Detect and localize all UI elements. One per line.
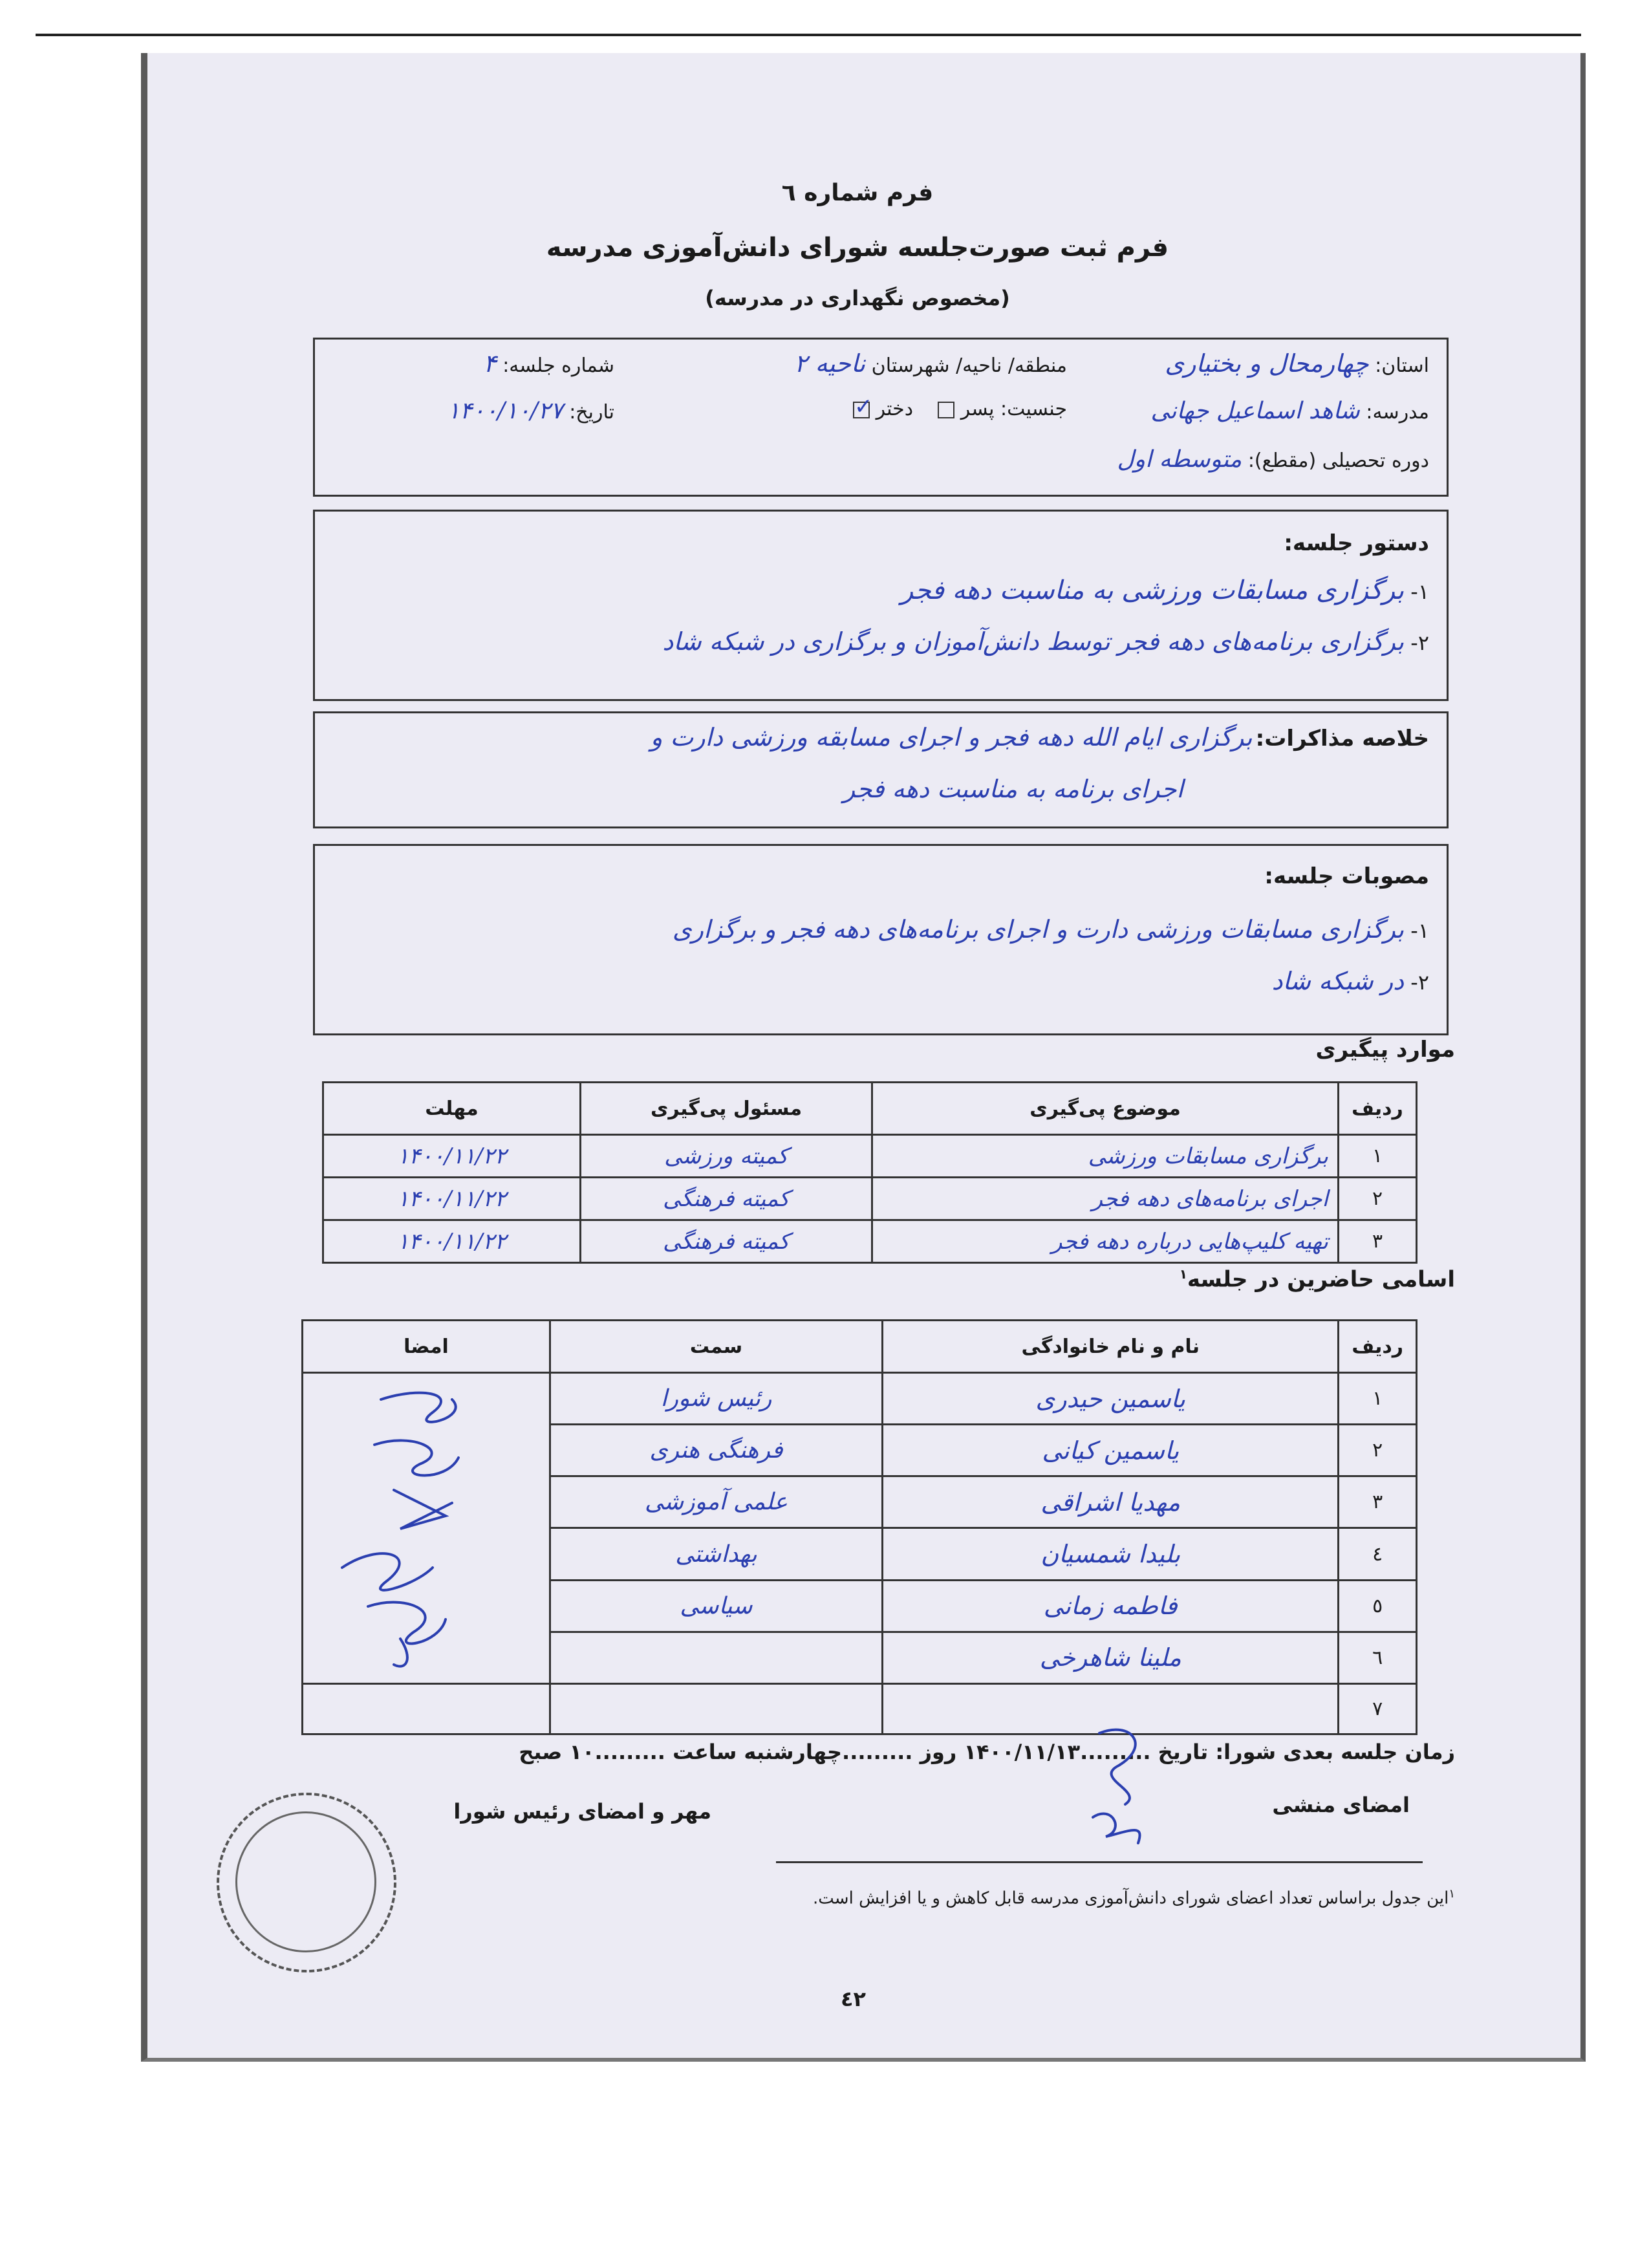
attendees-col-role: سمت <box>550 1321 883 1373</box>
followup-idx: ۱ <box>1339 1135 1417 1178</box>
summary-text-1: برگزاری ایام الله دهه فجر و اجرای مسابقه ورزشی دارت و <box>651 723 1253 751</box>
form-title: فرم ثبت صورت‌جلسه شورای دانش‌آموزی مدرسه <box>546 233 1169 263</box>
attendee-name: یاسمین حیدری <box>883 1373 1339 1425</box>
attendees-label-row <box>1180 1266 1455 1292</box>
region-label: منطقه/ ناحیه/ شهرستان <box>871 354 1067 377</box>
followup-col-idx: ردیف <box>1339 1083 1417 1135</box>
attendee-sign <box>303 1684 550 1734</box>
table-row <box>303 1373 1417 1425</box>
school-stamp <box>217 1793 396 1972</box>
gender-girl-label: دختر <box>876 398 914 420</box>
followup-header-row <box>323 1083 1417 1135</box>
followup-deadline: ۱۴۰۰/۱۱/۲۲ <box>323 1178 581 1220</box>
form-subtitle: (مخصوص نگهداری در مدرسه) <box>705 286 1010 310</box>
date-value: ۱۴۰۰/۱۰/۲۷ <box>447 398 563 424</box>
attendee-role: فرهنگی هنری <box>550 1425 883 1476</box>
header-content <box>336 343 1429 491</box>
secretary-signature <box>1073 1720 1177 1850</box>
province-label: استان: <box>1375 354 1429 377</box>
attendees-col-sign: امضا <box>303 1321 550 1373</box>
resolution-item-2-text: در شبکه شاد <box>1271 967 1405 995</box>
attendee-name: فاطمه زمانی <box>883 1580 1339 1632</box>
attendee-role <box>550 1684 883 1734</box>
attendee-idx: ٦ <box>1339 1632 1417 1683</box>
session-no-row <box>483 349 614 378</box>
school-row <box>1151 398 1429 424</box>
agenda-content <box>336 517 1429 692</box>
scan-top-line <box>36 34 1581 36</box>
level-row <box>1117 446 1429 473</box>
attendee-idx: ٤ <box>1339 1528 1417 1580</box>
agenda-item-1 <box>901 576 1429 605</box>
gender-boy-checkbox[interactable] <box>938 402 954 418</box>
agenda-item-1-num: ١- <box>1410 579 1429 604</box>
footnote-body: این جدول براساس تعداد اعضای شورای دانش‌آموزی مدرسه قابل کاهش و یا افزایش است. <box>813 1888 1449 1908</box>
agenda-label: دستور جلسه: <box>1284 530 1429 556</box>
resolution-item-2-num: ٢- <box>1410 970 1429 995</box>
table-row <box>323 1178 1417 1220</box>
level-label: دوره تحصیلی (مقطع): <box>1247 449 1429 472</box>
gender-label: جنسیت: <box>1000 398 1067 420</box>
attendee-idx: ٧ <box>1339 1684 1417 1734</box>
followup-idx: ۲ <box>1339 1178 1417 1220</box>
attendees-label: اسامی حاضرین در جلسه <box>1187 1266 1455 1293</box>
followup-topic: تهیه کلیپ‌هایی درباره دهه فجر <box>872 1220 1339 1263</box>
followup-owner: کمیته فرهنگی <box>581 1178 872 1220</box>
level-value: متوسطه اول <box>1117 446 1242 473</box>
gender-boy-label: پسر <box>960 398 995 420</box>
followup-owner: کمیته فرهنگی <box>581 1220 872 1263</box>
next-session: زمان جلسه بعدی شورا: تاریخ .........۱۴۰۰/۱۱/۱۳ روز .........چهارشنبه ساعت .........۱۰ صبح <box>519 1740 1455 1764</box>
footnote-mark: ١ <box>1179 1266 1187 1282</box>
attendee-role: بهداشتی <box>550 1528 883 1580</box>
province-value: چهارمحال و بختیاری <box>1165 349 1369 378</box>
attendees-col-idx: ردیف <box>1339 1321 1417 1373</box>
summary-content <box>336 717 1429 820</box>
summary-text-2: اجرای برنامه به مناسبت دهه فجر <box>843 775 1183 803</box>
attendee-name: مهدیا اشراقی <box>883 1476 1339 1528</box>
chair-sign-label: مهر و امضای رئیس شورا <box>453 1799 711 1824</box>
attendee-role <box>550 1632 883 1683</box>
session-no-value: ۴ <box>483 349 497 378</box>
attendee-role: علمی آموزشی <box>550 1476 883 1528</box>
date-label: تاریخ: <box>569 401 614 424</box>
attendee-name: ملینا شاهرخی <box>883 1632 1339 1683</box>
followup-topic: برگزاری مسابقات ورزشی <box>872 1135 1339 1178</box>
school-label: مدرسه: <box>1366 401 1429 424</box>
followup-table <box>322 1081 1417 1264</box>
resolution-item-2 <box>1272 967 1429 995</box>
table-row <box>323 1135 1417 1178</box>
check-mark-icon: ✓ <box>854 393 873 420</box>
gender-row <box>853 393 1067 420</box>
table-row <box>303 1684 1417 1734</box>
signatures-scribble <box>303 1374 549 1678</box>
agenda-item-2 <box>662 627 1429 656</box>
resolutions-content <box>336 850 1429 1025</box>
followup-label: موارد پیگیری <box>1315 1037 1455 1063</box>
followup-col-topic: موضوع پی‌گیری <box>872 1083 1339 1135</box>
attendee-idx: ١ <box>1339 1373 1417 1425</box>
region-value: ناحیه ۲ <box>794 349 866 378</box>
followup-col-deadline: مهلت <box>323 1083 581 1135</box>
attendees-col-name: نام و نام خانوادگی <box>883 1321 1339 1373</box>
followup-topic: اجرای برنامه‌های دهه فجر <box>872 1178 1339 1220</box>
followup-deadline: ۱۴۰۰/۱۱/۲۲ <box>323 1135 581 1178</box>
summary-label: خلاصه مذاکرات: <box>1255 726 1429 751</box>
agenda-item-2-text: برگزاری برنامه‌های دهه فجر توسط دانش‌آموزان و برگزاری در شبکه شاد <box>662 627 1405 656</box>
school-value: شاهد اسماعیل جهانی <box>1150 398 1360 424</box>
resolutions-label: مصوبات جلسه: <box>1264 863 1429 889</box>
date-row <box>447 398 614 424</box>
province-row <box>1165 349 1429 378</box>
followup-idx: ۳ <box>1339 1220 1417 1263</box>
session-no-label: شماره جلسه: <box>502 354 614 377</box>
attendee-role: سیاسی <box>550 1580 883 1632</box>
footnote-ref: ١ <box>1449 1887 1455 1901</box>
footnote-text <box>813 1887 1455 1908</box>
followup-owner: کمیته ورزشی <box>581 1135 872 1178</box>
form-number: فرم شماره ٦ <box>781 180 934 206</box>
summary-line-1 <box>651 723 1429 751</box>
followup-deadline: ۱۴۰۰/۱۱/۲۲ <box>323 1220 581 1263</box>
attendee-idx: ٣ <box>1339 1476 1417 1528</box>
attendee-name: بلیدا شمسیان <box>883 1528 1339 1580</box>
gender-girl-checkbox[interactable] <box>853 393 873 420</box>
footnote-separator <box>776 1861 1423 1863</box>
resolution-item-1-num: ١- <box>1410 918 1429 943</box>
region-row <box>794 349 1067 378</box>
attendees-table <box>301 1319 1417 1735</box>
resolution-item-1 <box>673 915 1429 944</box>
resolution-item-1-text: برگزاری مسابقات ورزشی دارت و اجرای برنامه‌های دهه فجر و برگزاری <box>672 915 1405 944</box>
attendee-role: رئیس شورا <box>550 1373 883 1425</box>
attendee-idx: ٥ <box>1339 1580 1417 1632</box>
agenda-item-1-text: برگزاری مسابقات ورزشی به مناسبت دهه فجر <box>900 576 1405 605</box>
followup-col-owner: مسئول پی‌گیری <box>581 1083 872 1135</box>
secretary-sign-label: امضای منشی <box>1272 1793 1410 1817</box>
table-row <box>323 1220 1417 1263</box>
attendees-header-row <box>303 1321 1417 1373</box>
attendee-idx: ٢ <box>1339 1425 1417 1476</box>
stamp-inner-ring <box>235 1811 376 1952</box>
agenda-item-2-num: ٢- <box>1410 631 1429 655</box>
signatures-cell <box>303 1373 550 1684</box>
attendee-name: یاسمین کیانی <box>883 1425 1339 1476</box>
page-number: ٤٢ <box>841 1987 867 2011</box>
